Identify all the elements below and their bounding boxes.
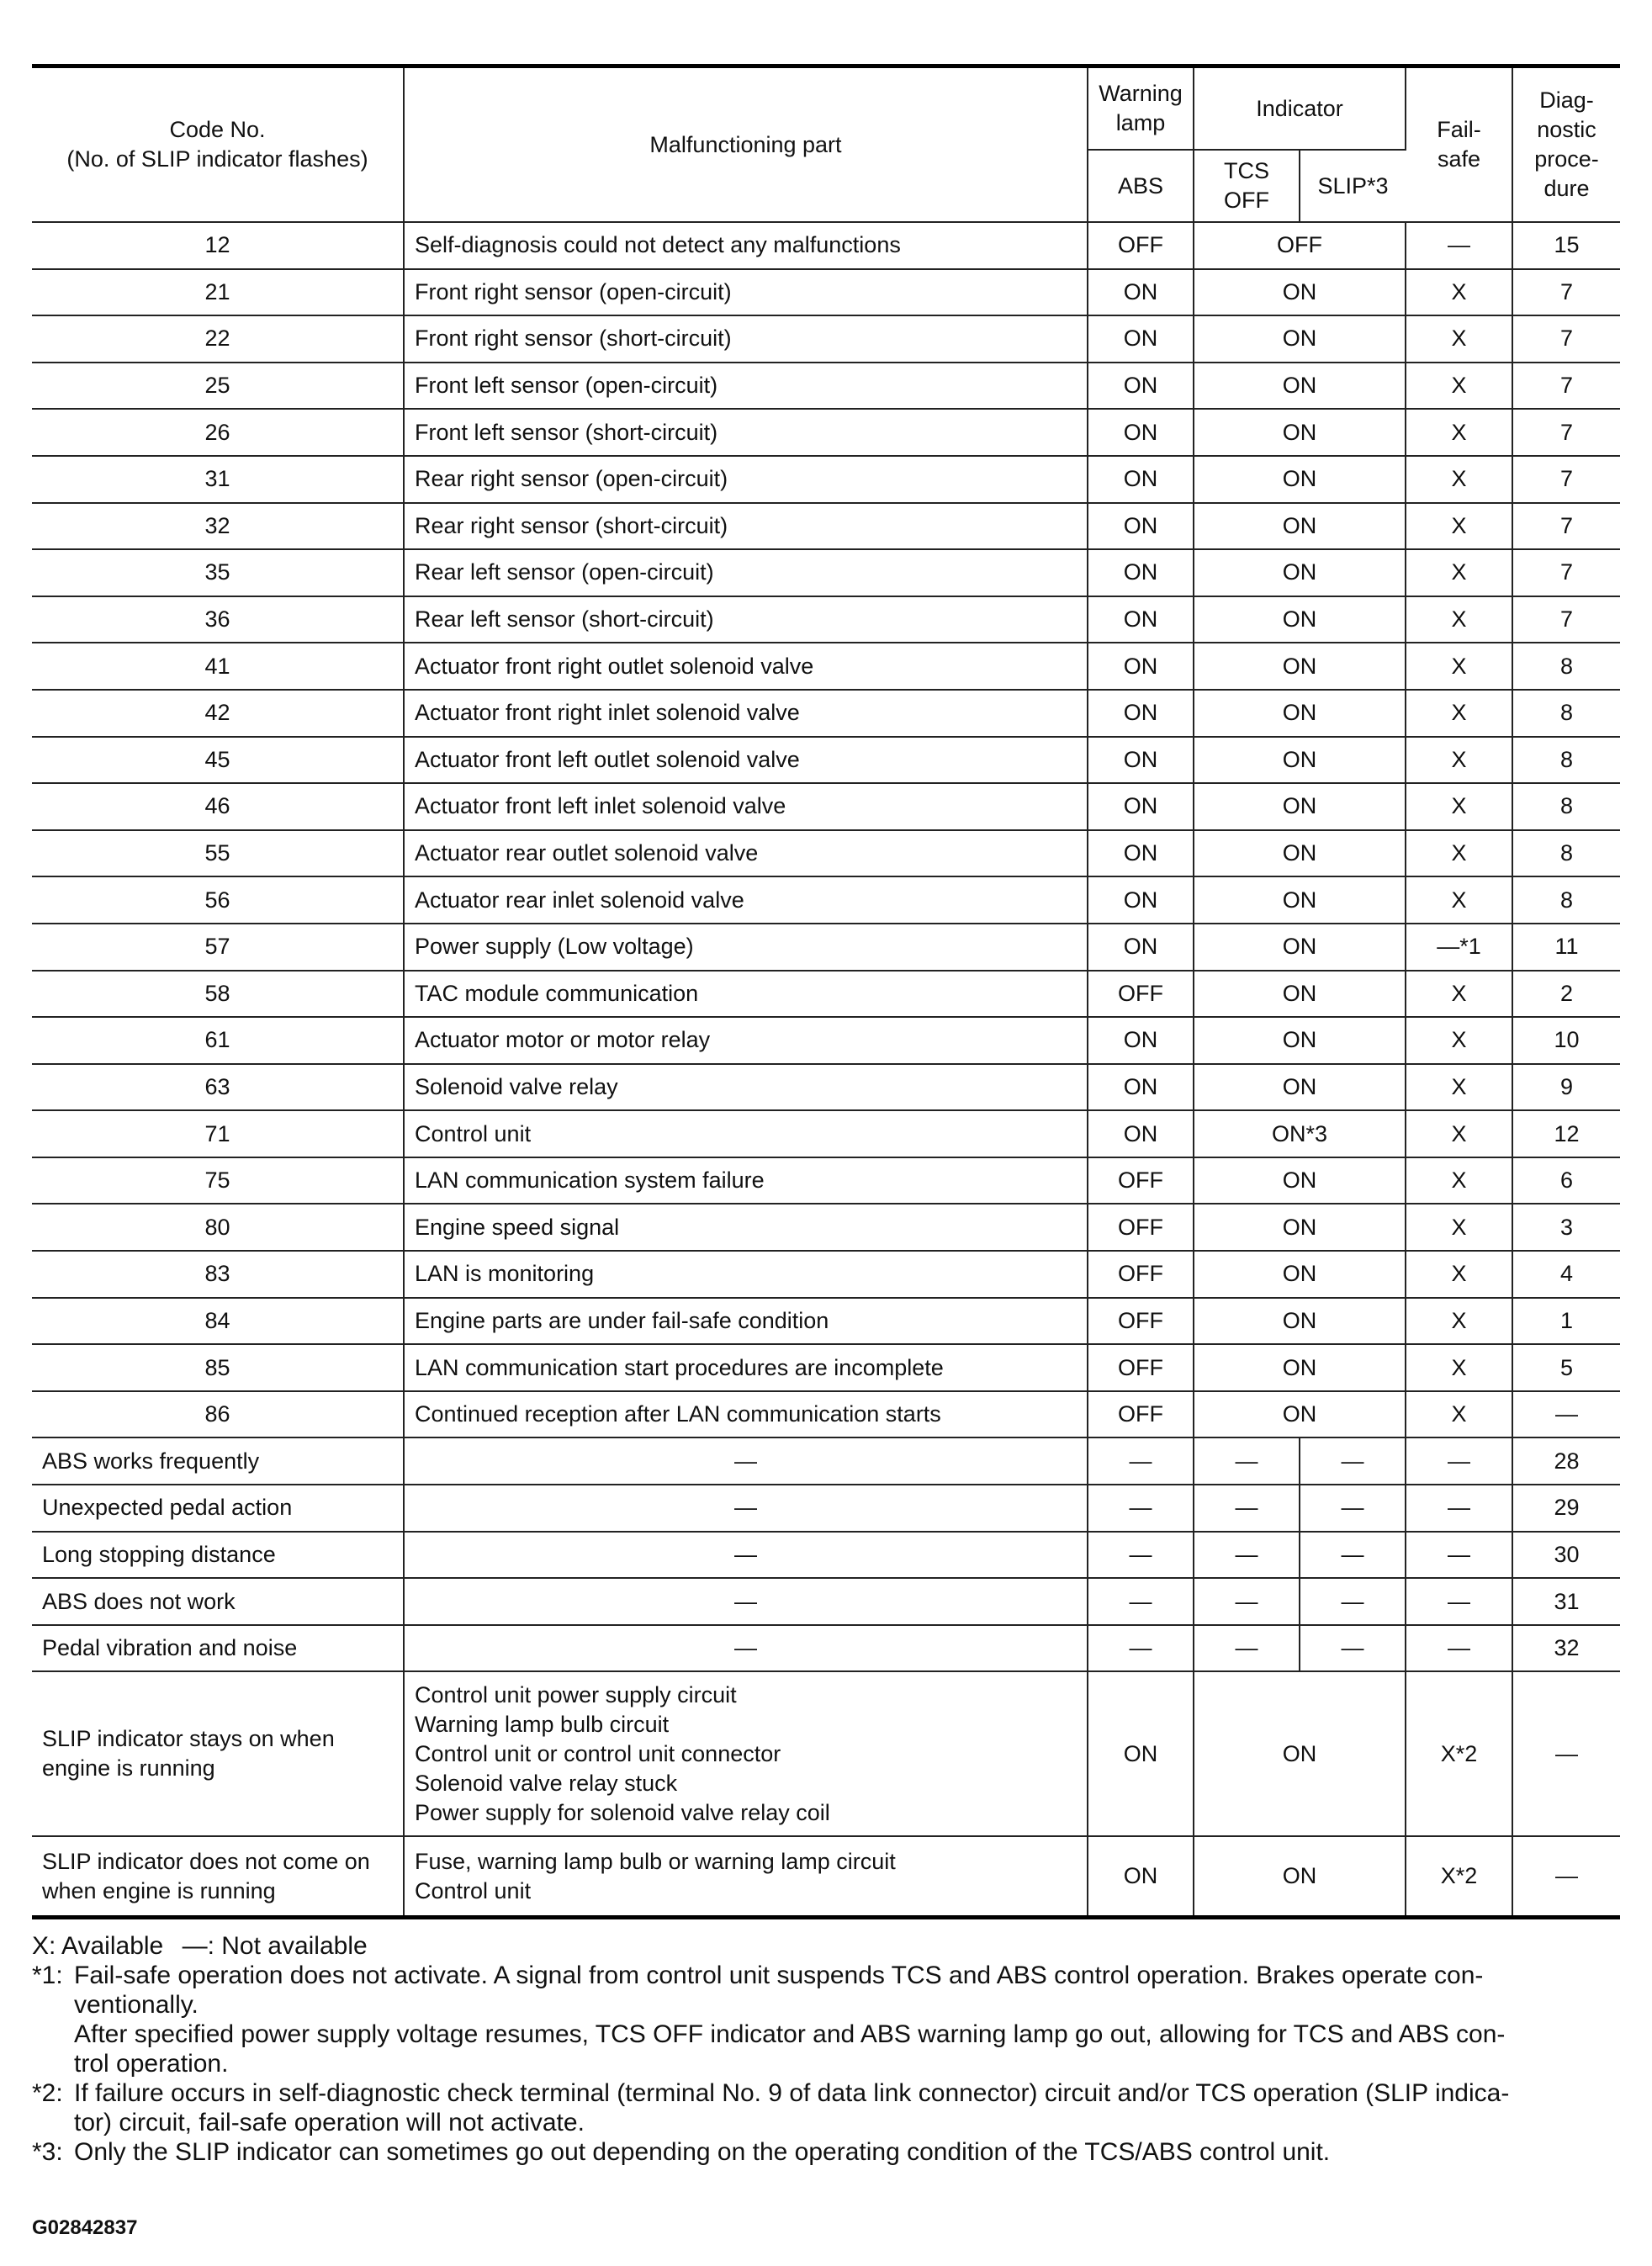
table-row: [32, 596, 1620, 643]
code-cell: 71: [32, 1110, 404, 1157]
procedure-cell: 1: [1512, 1298, 1620, 1345]
table-row: [32, 1017, 1620, 1064]
table-row: [32, 783, 1620, 830]
indicator-cell: ON: [1194, 876, 1406, 924]
abs-cell: ON: [1088, 1836, 1194, 1917]
abs-cell: ON: [1088, 596, 1194, 643]
procedure-cell: 11: [1512, 924, 1620, 971]
abs-cell: ON: [1088, 315, 1194, 363]
abs-cell: —: [1088, 1625, 1194, 1672]
procedure-cell: 8: [1512, 876, 1620, 924]
table-row: [32, 1110, 1620, 1157]
procedure-cell: 7: [1512, 315, 1620, 363]
code-cell: 45: [32, 737, 404, 784]
table-row: [32, 269, 1620, 316]
abs-cell: OFF: [1088, 1391, 1194, 1438]
table-row: [32, 1836, 1620, 1917]
fail-safe-cell: —: [1406, 222, 1512, 269]
indicator-cell: ON: [1194, 1064, 1406, 1111]
procedure-cell: 7: [1512, 456, 1620, 503]
table-row: [32, 1251, 1620, 1298]
fail-safe-cell: X*2: [1406, 1671, 1512, 1836]
abs-cell: OFF: [1088, 1298, 1194, 1345]
table-row: [32, 737, 1620, 784]
code-cell: 22: [32, 315, 404, 363]
slip-cell: —: [1300, 1578, 1406, 1625]
abs-cell: ON: [1088, 690, 1194, 737]
table-row: [32, 1671, 1620, 1836]
table-row: [32, 1344, 1620, 1391]
table-body: [32, 222, 1620, 1917]
table-row: [32, 222, 1620, 269]
table-row: [32, 363, 1620, 410]
slip-cell: —: [1300, 1625, 1406, 1672]
indicator-cell: ON: [1194, 1836, 1406, 1917]
legend-available: X: Available: [32, 1932, 164, 1960]
symptom-cell: ABS does not work: [32, 1578, 404, 1625]
footnote-line: tor) circuit, fail-safe operation will not activate.: [74, 2109, 585, 2136]
fail-safe-cell: X: [1406, 876, 1512, 924]
header-tcs-off: TCS OFF: [1194, 150, 1300, 222]
abs-cell: ON: [1088, 1110, 1194, 1157]
abs-cell: ON: [1088, 503, 1194, 550]
indicator-cell: ON: [1194, 690, 1406, 737]
code-cell: 25: [32, 363, 404, 410]
table-row: [32, 1204, 1620, 1251]
footnote-line: After specified power supply voltage resumes, TCS OFF indicator and ABS warning lamp go out, allowing for TCS and ABS con-: [74, 2020, 1506, 2048]
abs-cell: OFF: [1088, 971, 1194, 1018]
fail-safe-cell: X: [1406, 1298, 1512, 1345]
footnote: [32, 1961, 1620, 2078]
procedure-cell: —: [1512, 1671, 1620, 1836]
abs-cell: ON: [1088, 1064, 1194, 1111]
procedure-cell: 7: [1512, 503, 1620, 550]
abs-cell: —: [1088, 1578, 1194, 1625]
table-row: [32, 1391, 1620, 1438]
fail-safe-cell: X: [1406, 363, 1512, 410]
fail-safe-cell: X: [1406, 596, 1512, 643]
indicator-cell: ON: [1194, 971, 1406, 1018]
slip-cell: —: [1300, 1532, 1406, 1579]
abs-cell: —: [1088, 1437, 1194, 1485]
diagnostic-table-sheet: [32, 64, 1620, 1919]
part-cell: Control unit: [404, 1110, 1088, 1157]
tcs-off-cell: —: [1194, 1625, 1300, 1672]
fail-safe-cell: X: [1406, 643, 1512, 690]
procedure-cell: 31: [1512, 1578, 1620, 1625]
header-abs: ABS: [1088, 150, 1194, 222]
footnote-line: ventionally.: [74, 1991, 199, 2019]
part-cell: Actuator motor or motor relay: [404, 1017, 1088, 1064]
abs-cell: OFF: [1088, 1251, 1194, 1298]
indicator-cell: ON: [1194, 1251, 1406, 1298]
indicator-cell: ON: [1194, 1391, 1406, 1438]
abs-cell: OFF: [1088, 1344, 1194, 1391]
header-slip: SLIP*3: [1300, 150, 1406, 222]
abs-cell: ON: [1088, 1671, 1194, 1836]
header-row: [32, 66, 1620, 151]
footnote: [32, 2078, 1620, 2137]
fail-safe-cell: X: [1406, 315, 1512, 363]
part-cell: Actuator front left outlet solenoid valve: [404, 737, 1088, 784]
procedure-cell: 7: [1512, 269, 1620, 316]
part-cell: Self-diagnosis could not detect any malfunctions: [404, 222, 1088, 269]
indicator-cell: ON: [1194, 1157, 1406, 1204]
fail-safe-cell: X: [1406, 1391, 1512, 1438]
part-cell: LAN communication system failure: [404, 1157, 1088, 1204]
part-cell: Continued reception after LAN communication starts: [404, 1391, 1088, 1438]
fail-safe-cell: —: [1406, 1578, 1512, 1625]
abs-cell: ON: [1088, 409, 1194, 456]
symptom-cell: Unexpected pedal action: [32, 1485, 404, 1532]
fail-safe-cell: X: [1406, 1017, 1512, 1064]
symptom-cell: SLIP indicator does not come on when engine is running: [32, 1836, 404, 1917]
procedure-cell: 5: [1512, 1344, 1620, 1391]
fail-safe-cell: —: [1406, 1437, 1512, 1485]
table-row: [32, 876, 1620, 924]
abs-cell: OFF: [1088, 1157, 1194, 1204]
header-code: Code No. (No. of SLIP indicator flashes): [32, 66, 404, 223]
header-indicator: Indicator: [1194, 66, 1406, 151]
fail-safe-cell: X*2: [1406, 1836, 1512, 1917]
abs-cell: —: [1088, 1532, 1194, 1579]
part-cell: Front right sensor (open-circuit): [404, 269, 1088, 316]
code-cell: 35: [32, 549, 404, 596]
indicator-cell: OFF: [1194, 222, 1406, 269]
footnote-line: Only the SLIP indicator can sometimes go out depending on the operating condition of the TCS/ABS control unit.: [74, 2138, 1331, 2166]
procedure-cell: 4: [1512, 1251, 1620, 1298]
table-row: [32, 1437, 1620, 1485]
slip-cell: —: [1300, 1485, 1406, 1532]
code-cell: 41: [32, 643, 404, 690]
indicator-cell: ON*3: [1194, 1110, 1406, 1157]
code-cell: 46: [32, 783, 404, 830]
abs-cell: ON: [1088, 1017, 1194, 1064]
procedure-cell: 7: [1512, 549, 1620, 596]
table-row: [32, 1298, 1620, 1345]
procedure-cell: 30: [1512, 1532, 1620, 1579]
fail-safe-cell: X: [1406, 1204, 1512, 1251]
part-cell: Actuator rear outlet solenoid valve: [404, 830, 1088, 877]
part-cell: Rear left sensor (short-circuit): [404, 596, 1088, 643]
indicator-cell: ON: [1194, 924, 1406, 971]
abs-cell: ON: [1088, 737, 1194, 784]
header-fail-safe: Fail- safe: [1406, 66, 1512, 223]
code-cell: 36: [32, 596, 404, 643]
symptom-cell: ABS works frequently: [32, 1437, 404, 1485]
part-cell: Front left sensor (open-circuit): [404, 363, 1088, 410]
indicator-cell: ON: [1194, 549, 1406, 596]
code-cell: 85: [32, 1344, 404, 1391]
part-cell: Power supply (Low voltage): [404, 924, 1088, 971]
fail-safe-cell: X: [1406, 1251, 1512, 1298]
fail-safe-cell: —: [1406, 1485, 1512, 1532]
footnote-line: Fail-safe operation does not activate. A signal from control unit suspends TCS and ABS control operation. Brakes operate con-: [74, 1962, 1484, 1989]
procedure-cell: 6: [1512, 1157, 1620, 1204]
indicator-cell: ON: [1194, 1344, 1406, 1391]
part-cell: —: [404, 1485, 1088, 1532]
fail-safe-cell: X: [1406, 1157, 1512, 1204]
part-cell: Actuator front left inlet solenoid valve: [404, 783, 1088, 830]
indicator-cell: ON: [1194, 1298, 1406, 1345]
table-row: [32, 971, 1620, 1018]
fail-safe-cell: X: [1406, 830, 1512, 877]
fail-safe-cell: X: [1406, 971, 1512, 1018]
procedure-cell: —: [1512, 1391, 1620, 1438]
code-cell: 32: [32, 503, 404, 550]
indicator-cell: ON: [1194, 596, 1406, 643]
tcs-off-cell: —: [1194, 1532, 1300, 1579]
part-cell: Rear right sensor (short-circuit): [404, 503, 1088, 550]
footnote-marker: *1:: [32, 1962, 63, 1989]
tcs-off-cell: —: [1194, 1578, 1300, 1625]
table-row: [32, 549, 1620, 596]
code-cell: 80: [32, 1204, 404, 1251]
part-cell: —: [404, 1532, 1088, 1579]
abs-cell: ON: [1088, 830, 1194, 877]
abs-cell: OFF: [1088, 222, 1194, 269]
footnote-line: trol operation.: [74, 2050, 229, 2078]
table-row: [32, 1485, 1620, 1532]
symptom-cell: Pedal vibration and noise: [32, 1625, 404, 1672]
code-cell: 21: [32, 269, 404, 316]
table-row: [32, 1578, 1620, 1625]
fail-safe-cell: X: [1406, 1064, 1512, 1111]
abs-cell: ON: [1088, 363, 1194, 410]
fail-safe-cell: X: [1406, 503, 1512, 550]
header-part: Malfunctioning part: [404, 66, 1088, 223]
fail-safe-cell: X: [1406, 269, 1512, 316]
code-cell: 42: [32, 690, 404, 737]
part-cell: —: [404, 1578, 1088, 1625]
procedure-cell: —: [1512, 1836, 1620, 1917]
abs-cell: ON: [1088, 783, 1194, 830]
part-cell: —: [404, 1625, 1088, 1672]
procedure-cell: 2: [1512, 971, 1620, 1018]
procedure-cell: 8: [1512, 643, 1620, 690]
table-row: [32, 315, 1620, 363]
diagnostic-code-table: [32, 64, 1620, 1919]
tcs-off-cell: —: [1194, 1485, 1300, 1532]
part-cell: Control unit power supply circuit Warning lamp bulb circuit Control unit or control unit connector Solenoid valve relay stuck Power supply for solenoid valve relay coil: [404, 1671, 1088, 1836]
legend: [32, 1931, 1620, 1961]
fail-safe-cell: X: [1406, 456, 1512, 503]
tcs-off-cell: —: [1194, 1437, 1300, 1485]
part-cell: Rear left sensor (open-circuit): [404, 549, 1088, 596]
abs-cell: —: [1088, 1485, 1194, 1532]
table-row: [32, 1532, 1620, 1579]
fail-safe-cell: —: [1406, 1625, 1512, 1672]
part-cell: Engine parts are under fail-safe condition: [404, 1298, 1088, 1345]
code-cell: 56: [32, 876, 404, 924]
footnotes: [32, 1931, 1620, 2167]
indicator-cell: ON: [1194, 643, 1406, 690]
code-cell: 83: [32, 1251, 404, 1298]
code-cell: 26: [32, 409, 404, 456]
abs-cell: OFF: [1088, 1204, 1194, 1251]
indicator-cell: ON: [1194, 409, 1406, 456]
table-row: [32, 456, 1620, 503]
part-cell: Front left sensor (short-circuit): [404, 409, 1088, 456]
part-cell: Solenoid valve relay: [404, 1064, 1088, 1111]
code-cell: 63: [32, 1064, 404, 1111]
procedure-cell: 8: [1512, 690, 1620, 737]
indicator-cell: ON: [1194, 503, 1406, 550]
part-cell: —: [404, 1437, 1088, 1485]
code-cell: 75: [32, 1157, 404, 1204]
procedure-cell: 7: [1512, 596, 1620, 643]
code-cell: 84: [32, 1298, 404, 1345]
figure-id: G02842837: [32, 2216, 138, 2239]
procedure-cell: 9: [1512, 1064, 1620, 1111]
fail-safe-cell: X: [1406, 783, 1512, 830]
code-cell: 86: [32, 1391, 404, 1438]
procedure-cell: 3: [1512, 1204, 1620, 1251]
procedure-cell: 8: [1512, 737, 1620, 784]
procedure-cell: 7: [1512, 363, 1620, 410]
indicator-cell: ON: [1194, 1671, 1406, 1836]
footnote-marker: *2:: [32, 2079, 63, 2107]
procedure-cell: 29: [1512, 1485, 1620, 1532]
code-cell: 61: [32, 1017, 404, 1064]
fail-safe-cell: X: [1406, 1110, 1512, 1157]
code-cell: 55: [32, 830, 404, 877]
procedure-cell: 32: [1512, 1625, 1620, 1672]
procedure-cell: 28: [1512, 1437, 1620, 1485]
header-diagnostic-procedure: Diag- nostic proce- dure: [1512, 66, 1620, 223]
part-cell: LAN communication start procedures are incomplete: [404, 1344, 1088, 1391]
fail-safe-cell: —*1: [1406, 924, 1512, 971]
part-cell: Actuator rear inlet solenoid valve: [404, 876, 1088, 924]
indicator-cell: ON: [1194, 737, 1406, 784]
legend-not-available: —: Not available: [182, 1932, 368, 1960]
abs-cell: ON: [1088, 643, 1194, 690]
code-cell: 57: [32, 924, 404, 971]
indicator-cell: ON: [1194, 363, 1406, 410]
table-row: [32, 1157, 1620, 1204]
part-cell: Fuse, warning lamp bulb or warning lamp circuit Control unit: [404, 1836, 1088, 1917]
fail-safe-cell: X: [1406, 549, 1512, 596]
footnote: [32, 2137, 1620, 2167]
table-row: [32, 830, 1620, 877]
symptom-cell: SLIP indicator stays on when engine is running: [32, 1671, 404, 1836]
code-cell: 58: [32, 971, 404, 1018]
procedure-cell: 10: [1512, 1017, 1620, 1064]
symptom-cell: Long stopping distance: [32, 1532, 404, 1579]
part-cell: Front right sensor (short-circuit): [404, 315, 1088, 363]
abs-cell: ON: [1088, 549, 1194, 596]
table-row: [32, 643, 1620, 690]
table-row: [32, 924, 1620, 971]
indicator-cell: ON: [1194, 315, 1406, 363]
procedure-cell: 8: [1512, 783, 1620, 830]
part-cell: Engine speed signal: [404, 1204, 1088, 1251]
procedure-cell: 15: [1512, 222, 1620, 269]
part-cell: Actuator front right inlet solenoid valve: [404, 690, 1088, 737]
table-row: [32, 690, 1620, 737]
indicator-cell: ON: [1194, 830, 1406, 877]
table-row: [32, 1625, 1620, 1672]
indicator-cell: ON: [1194, 269, 1406, 316]
part-cell: LAN is monitoring: [404, 1251, 1088, 1298]
footnote-marker: *3:: [32, 2138, 63, 2166]
abs-cell: ON: [1088, 269, 1194, 316]
fail-safe-cell: —: [1406, 1532, 1512, 1579]
fail-safe-cell: X: [1406, 737, 1512, 784]
header-warning-lamp: Warning lamp: [1088, 66, 1194, 151]
procedure-cell: 8: [1512, 830, 1620, 877]
fail-safe-cell: X: [1406, 409, 1512, 456]
procedure-cell: 12: [1512, 1110, 1620, 1157]
table-row: [32, 409, 1620, 456]
fail-safe-cell: X: [1406, 1344, 1512, 1391]
note-list: [32, 1961, 1620, 2167]
indicator-cell: ON: [1194, 1017, 1406, 1064]
abs-cell: ON: [1088, 924, 1194, 971]
code-cell: 12: [32, 222, 404, 269]
table-row: [32, 503, 1620, 550]
indicator-cell: ON: [1194, 1204, 1406, 1251]
table-row: [32, 1064, 1620, 1111]
fail-safe-cell: X: [1406, 690, 1512, 737]
indicator-cell: ON: [1194, 456, 1406, 503]
code-cell: 31: [32, 456, 404, 503]
part-cell: Rear right sensor (open-circuit): [404, 456, 1088, 503]
indicator-cell: ON: [1194, 783, 1406, 830]
abs-cell: ON: [1088, 456, 1194, 503]
part-cell: TAC module communication: [404, 971, 1088, 1018]
footnote-line: If failure occurs in self-diagnostic check terminal (terminal No. 9 of data link connector) circuit and/or TCS operation (SLIP indica-: [74, 2079, 1510, 2107]
slip-cell: —: [1300, 1437, 1406, 1485]
part-cell: Actuator front right outlet solenoid valve: [404, 643, 1088, 690]
abs-cell: ON: [1088, 876, 1194, 924]
procedure-cell: 7: [1512, 409, 1620, 456]
